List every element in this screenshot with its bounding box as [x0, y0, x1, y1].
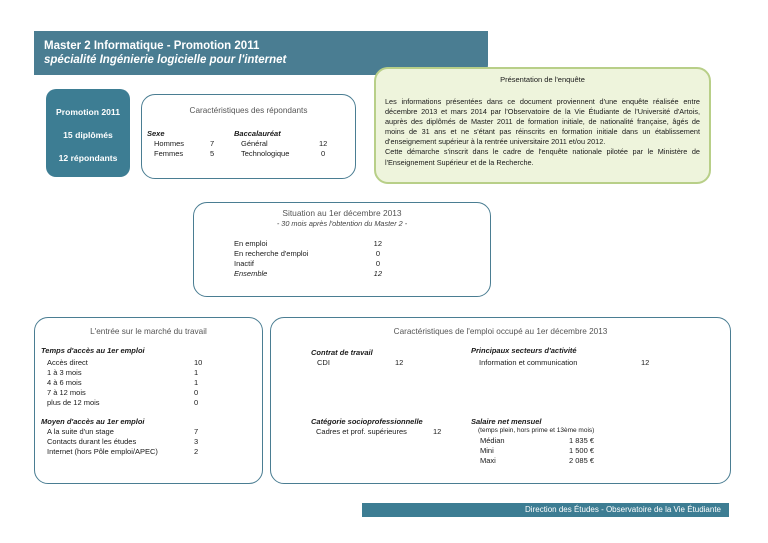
entry-market-box: [34, 317, 263, 484]
contract-row-value: 12: [395, 358, 404, 367]
situation-row-label: Inactif: [234, 259, 255, 268]
sex-row-label: Hommes: [154, 139, 185, 148]
csp-row-label: Cadres et prof. supérieures: [316, 427, 407, 436]
salary-row-label: Médian: [480, 436, 505, 445]
access-means-label: Moyen d'accès au 1er emploi: [41, 417, 145, 426]
salary-row-value: 2 085 €: [569, 456, 595, 465]
access-means-row-value: 2: [194, 447, 199, 456]
situation-row-value: 0: [375, 259, 380, 268]
salary-row-value: 1 835 €: [569, 436, 595, 445]
access-time-row-label: 7 à 12 mois: [47, 388, 86, 397]
bac-row-label: Général: [241, 139, 268, 148]
access-means-row-value: 7: [194, 427, 199, 436]
respondents-count: 12 répondants: [58, 153, 118, 163]
situation-row-label: En recherche d'emploi: [234, 249, 309, 258]
situation-title: Situation au 1er décembre 2013: [282, 208, 402, 218]
job-title: Caractéristiques de l'emploi occupé au 1er décembre 2013: [393, 327, 608, 336]
graduates-count: 15 diplômés: [63, 130, 113, 140]
bac-row-value: 0: [321, 149, 326, 158]
presentation-text-2: Cette démarche s'inscrit dans le cadre de l'enquête nationale pilotée par le Ministère de l'Enseignement Supérieur et de la Recherche.: [385, 147, 700, 167]
situation-box: [193, 202, 491, 297]
access-means-row-value: 3: [194, 437, 199, 446]
footer-banner: Direction des Études - Observatoire de la Vie Étudiante: [362, 503, 729, 517]
access-time-row-value: 0: [194, 388, 199, 397]
bac-row-label: Technologique: [241, 149, 290, 158]
situation-total-label: Ensemble: [234, 269, 268, 278]
page-title: Master 2 Informatique - Promotion 2011: [44, 40, 260, 52]
job-characteristics-box: [270, 317, 731, 484]
access-time-row-value: 1: [194, 378, 199, 387]
csp-label: Catégorie socioprofessionnelle: [311, 417, 423, 426]
bac-label: Baccalauréat: [234, 129, 281, 138]
access-time-label: Temps d'accès au 1er emploi: [41, 346, 145, 355]
respondents-characteristics-box: [141, 94, 356, 179]
access-means-row-label: Contacts durant les études: [47, 437, 137, 446]
csp-row-value: 12: [433, 427, 442, 436]
contract-row-label: CDI: [317, 358, 330, 367]
access-time-row-value: 10: [194, 358, 203, 367]
situation-subtitle: - 30 mois après l'obtention du Master 2 -: [276, 219, 408, 228]
salary-label: Salaire net mensuel: [471, 417, 542, 426]
characteristics-title: Caractéristiques des répondants: [189, 106, 308, 115]
sector-row-label: Information et communication: [479, 358, 578, 367]
salary-note: (temps plein, hors prime et 13ème mois): [478, 427, 595, 434]
access-time-row-value: 1: [194, 368, 199, 377]
promotion-box: [46, 89, 130, 177]
sector-label: Principaux secteurs d'activité: [471, 346, 577, 355]
sex-row-value: 5: [210, 149, 215, 158]
salary-row-label: Mini: [480, 446, 494, 455]
salary-row-value: 1 500 €: [569, 446, 595, 455]
access-means-row-label: Internet (hors Pôle emploi/APEC): [47, 447, 158, 456]
presentation-title: Présentation de l'enquête: [500, 75, 585, 84]
situation-row-value: 0: [375, 249, 380, 258]
access-time-row-value: 0: [194, 398, 199, 407]
presentation-box: [374, 67, 711, 184]
contract-label: Contrat de travail: [311, 348, 373, 357]
sex-label: Sexe: [147, 129, 165, 138]
situation-row-value: 12: [373, 239, 382, 248]
sex-row-label: Femmes: [154, 149, 184, 158]
entry-title: L'entrée sur le marché du travail: [90, 327, 207, 336]
salary-row-label: Maxi: [480, 456, 496, 465]
presentation-text: Les informations présentées dans ce document proviennent d'une enquête réalisée entre décembre 2013 et mars 2014 par l'Observatoire de la Vie Étudiante de l'Université d'Artois, auprès des diplômés de Master 2011 de formation initiale, de nationalité française, âgés de moins de 31 ans et ne s'étant pas réinscrits en formation initiale dans un établissement d'enseignement supérieur à la rentrée universitaire 2011 et/ou 2012.: [385, 97, 700, 147]
access-time-row-label: plus de 12 mois: [47, 398, 100, 407]
sector-row-value: 12: [641, 358, 650, 367]
access-time-row-label: Accès direct: [47, 358, 88, 367]
situation-row-label: En emploi: [234, 239, 268, 248]
access-means-row-label: A la suite d'un stage: [47, 427, 114, 436]
sex-row-value: 7: [210, 139, 215, 148]
access-time-row-label: 4 à 6 mois: [47, 378, 82, 387]
situation-total-value: 12: [373, 269, 382, 278]
access-time-row-label: 1 à 3 mois: [47, 368, 82, 377]
bac-row-value: 12: [319, 139, 328, 148]
promotion-label: Promotion 2011: [56, 107, 120, 117]
page-subtitle: spécialité Ingénierie logicielle pour l'internet: [44, 54, 287, 66]
